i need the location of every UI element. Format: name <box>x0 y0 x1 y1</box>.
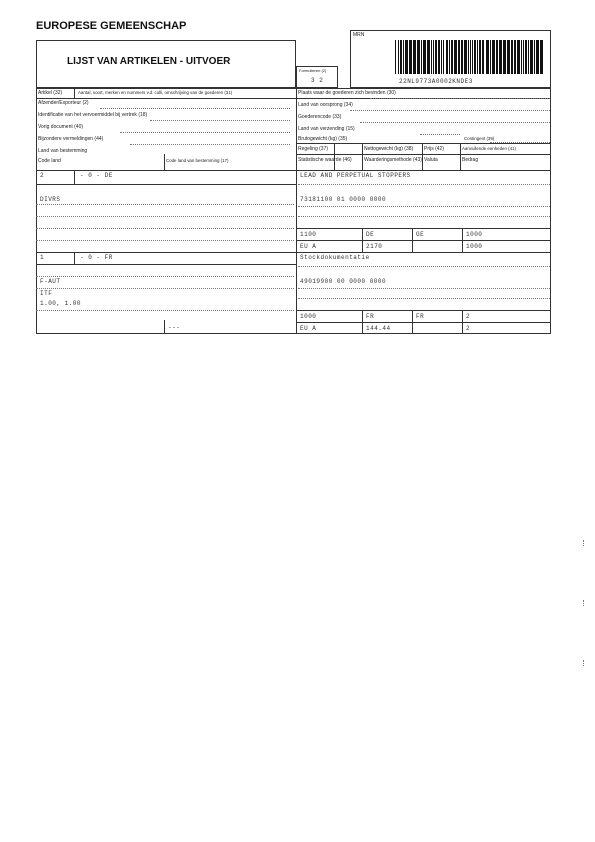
barcode-bar <box>514 40 516 74</box>
item1-desc: LEAD AND PERPETUAL STOPPERS <box>300 172 411 179</box>
item1-row-b-0: EU A <box>300 243 317 250</box>
voorgaand-doc-label: Vorig document (40) <box>38 124 84 130</box>
barcode-bar <box>468 40 469 74</box>
barcode-bar <box>400 40 402 74</box>
item1-code: - 0 - DE <box>80 172 113 179</box>
barcode-bar <box>536 40 539 74</box>
barcode-bar <box>490 40 491 74</box>
barcode-bar <box>441 40 442 74</box>
barcode-bar <box>433 40 434 74</box>
item1-row-a-3: 1000 <box>466 231 483 238</box>
barcode-bar <box>443 40 444 74</box>
barcode-bar <box>479 40 481 74</box>
goederencode-label: Goederencode (33) <box>298 114 342 120</box>
bedrag-label: Bedrag <box>462 157 479 163</box>
barcode-bar <box>405 40 408 74</box>
barcode-bar <box>435 40 437 74</box>
page-count-label: Formulieren (2) <box>299 68 327 73</box>
barcode-bar <box>413 40 416 74</box>
barcode-bar <box>486 40 489 74</box>
item2-row-a-3: 2 <box>466 313 471 320</box>
item2-row-a-0: 1000 <box>300 313 317 320</box>
barcode-bar <box>431 40 432 74</box>
item2-row-b-0: EU A <box>300 325 317 332</box>
item1-number: 2 <box>40 172 45 179</box>
voorgeschreven-label: Bijzondere vermeldingen (44) <box>38 136 104 142</box>
barcode-bar <box>472 40 473 74</box>
barcode-bar <box>395 40 396 74</box>
barcode-bar <box>499 40 502 74</box>
barcode-bar <box>523 40 524 74</box>
item2-row-b-1: 144.44 <box>366 325 391 332</box>
barcode-bar <box>398 40 399 74</box>
item2-row-a-2: FR <box>416 313 425 320</box>
item1-row-b-1: 2170 <box>366 243 383 250</box>
barcode-bar <box>503 40 506 74</box>
prijs-label: Prijs (42) <box>424 146 445 152</box>
barcode-bar <box>470 40 471 74</box>
code-land-stat-label: Code land van bestemming (17) <box>166 158 229 163</box>
barcode-bar <box>511 40 513 74</box>
barcode-bar <box>409 40 412 74</box>
item2-goods-code: 49019900 00 0000 0000 <box>300 278 387 285</box>
barcode-text: 22NL9773A0002KNDE3 <box>399 78 473 85</box>
item2-desc: Stockdokumentatie <box>300 254 370 261</box>
barcode-bar <box>461 40 463 74</box>
afzender-label: Afzender/Exporteur (2) <box>38 100 89 106</box>
item2-dash: --- <box>168 324 181 331</box>
item1-row-a-0: 1100 <box>300 231 317 238</box>
barcode-bar <box>530 40 533 74</box>
barcode-bar <box>540 40 543 74</box>
land-bestemming-label: Land van bestemming <box>38 148 88 154</box>
barcode-bar <box>517 40 520 74</box>
barcode-bar <box>454 40 457 74</box>
barcode-bar <box>477 40 478 74</box>
item2-row-a-1: FR <box>366 313 375 320</box>
barcode-bar <box>423 40 426 74</box>
barcode-bar <box>521 40 522 74</box>
barcode-bar <box>451 40 453 74</box>
item2-marks: F-AUT <box>40 278 61 285</box>
mrn-label: MRN <box>353 32 365 38</box>
land-verzending-label: Land van verzending (15) <box>298 126 355 132</box>
item2-small1: ITF <box>40 290 53 297</box>
barcode-bar <box>417 40 420 74</box>
valuta-label: Valuta <box>424 157 438 163</box>
waarderings-label: Waarderingsmethode (43) <box>364 157 422 163</box>
barcode-bar <box>534 40 535 74</box>
plaats-goederen-label: Plaats waar de goederen zich bevinden (30) <box>298 90 396 96</box>
item1-row-b-3: 1000 <box>466 243 483 250</box>
item2-small2: 1.00, 1.00 <box>40 300 82 307</box>
nettogewicht-label: Nettogewicht (kg) (38) <box>364 146 414 152</box>
item1-goods-code: 73181100 01 0000 0000 <box>300 196 387 203</box>
community-title: EUROPESE GEMEENSCHAP <box>36 20 187 32</box>
barcode-bar <box>421 40 422 74</box>
artikel-desc-label: Aantal, soort, merken en nummers v.d. colli, omschrijving van de goederen (31) <box>78 90 233 95</box>
page-count-box <box>296 66 338 88</box>
item1-row-a-2: GE <box>416 231 425 238</box>
statistische-label: Statistische waarde (46) <box>298 157 352 163</box>
barcode-image <box>393 40 553 76</box>
barcode-bar <box>458 40 460 74</box>
barcode-bar <box>525 40 527 74</box>
barcode-bar <box>474 40 476 74</box>
land-oorsprong-label: Land van oorsprong (34) <box>298 102 353 108</box>
barcode-bar <box>446 40 448 74</box>
barcode-bar <box>482 40 484 74</box>
form-title: LIJST VAN ARTIKELEN - UITVOER <box>67 56 231 67</box>
barcode-bar <box>403 40 404 74</box>
barcode-bar <box>464 40 467 74</box>
barcode-bar <box>507 40 510 74</box>
item2-row-b-3: 2 <box>466 325 471 332</box>
item2-code: - 0 - FR <box>80 254 113 261</box>
code-land-label: Code land <box>38 158 61 164</box>
barcode-bar <box>492 40 495 74</box>
barcode-bar <box>449 40 450 74</box>
aanvullende-label: Aanvullende eenheden (41) <box>462 146 516 151</box>
barcode-bar <box>427 40 430 74</box>
item1-marks: DIVRS <box>40 196 61 203</box>
item1-row-a-1: DE <box>366 231 375 238</box>
identificatie-label: Identificatie van het vervoermiddel bij vertrek (18) <box>38 112 148 118</box>
barcode-bar <box>528 40 529 74</box>
barcode-bar <box>438 40 440 74</box>
contingent-label: Contingent (39) <box>464 136 495 141</box>
form-title-box <box>36 40 296 88</box>
gewicht-bruto-label: Brutogewicht (kg) (35) <box>298 136 348 142</box>
page-count-value: 3 2 <box>311 77 324 84</box>
barcode-bar <box>496 40 498 74</box>
artikel-label: Artikel (32) <box>38 90 63 96</box>
mrn-box <box>350 30 551 88</box>
regeling-label: Regeling (37) <box>298 146 329 152</box>
item2-number: 1 <box>40 254 45 261</box>
